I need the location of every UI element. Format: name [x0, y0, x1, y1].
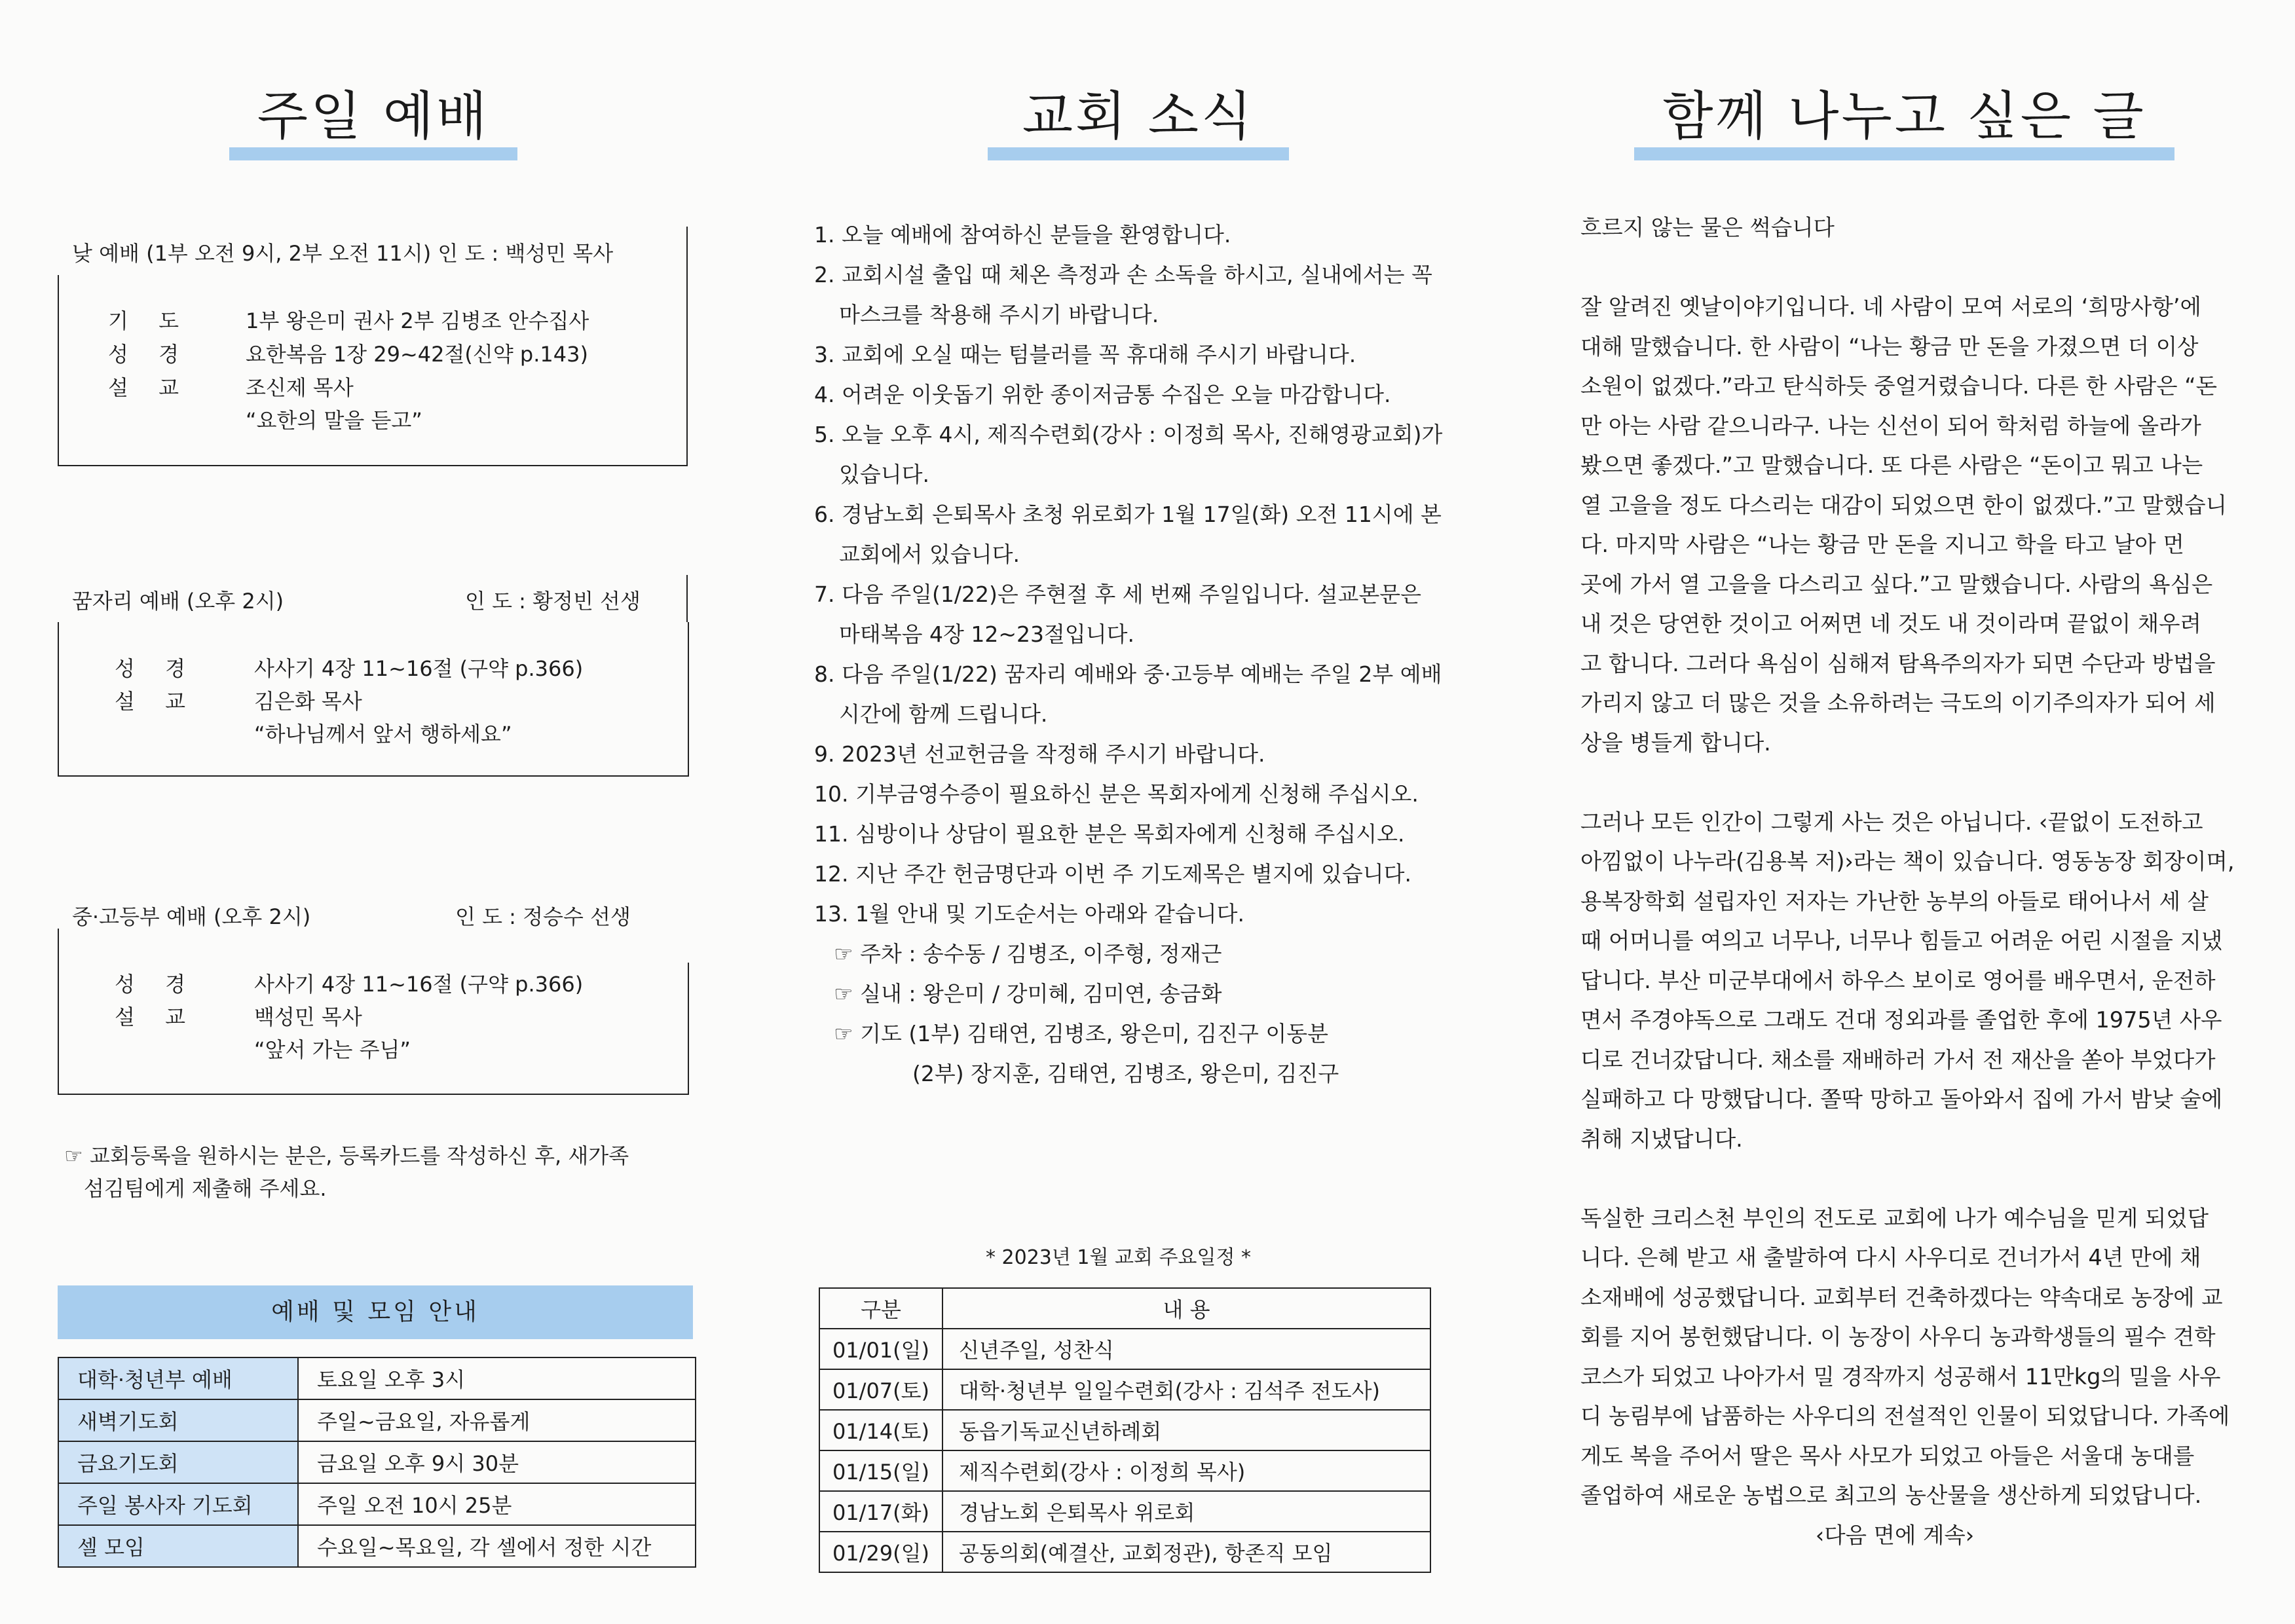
list-item: 1. 오늘 예배에 참여하신 분들을 환영합니다.: [814, 222, 1231, 248]
kids-service-row-sermon: [115, 685, 197, 715]
paragraph-line: 실패하고 다 망했답니다. 쫄딱 망하고 돌아와서 집에 가서 밤낮 술에: [1580, 1086, 2223, 1112]
schedule-date: 01/29(일): [819, 1532, 942, 1572]
list-item: 13. 1월 안내 및 기도순서는 아래와 같습니다.: [814, 901, 1244, 927]
youth-service-row-bible: [115, 968, 197, 998]
youth-service-sermon-title: “앞서 가는 주님”: [254, 1037, 411, 1062]
table-row: [58, 1357, 696, 1399]
worship-heading-underline: [229, 147, 517, 160]
list-item: 8. 다음 주일(1/22) 꿈자리 예배와 중·고등부 예배는 주일 2부 예배: [814, 661, 1442, 687]
list-item: 마태복음 4장 12~23절입니다.: [839, 621, 1134, 647]
schedule-content: 제직수련회(강사 : 이정희 목사): [942, 1450, 1430, 1491]
meeting-name: 대학·청년부 예배: [58, 1357, 298, 1399]
list-item: 시간에 함께 드립니다.: [839, 701, 1048, 727]
row-label: 성 경: [115, 972, 197, 997]
meeting-time: 토요일 오후 3시: [298, 1357, 696, 1399]
row-label: 설 교: [115, 1005, 197, 1029]
day-service-row-bible: [108, 338, 191, 368]
row-label: 설 교: [115, 689, 197, 714]
register-note-line2: 섬김팀에게 제출해 주세요.: [84, 1176, 327, 1201]
meeting-name: 금요기도회: [58, 1441, 298, 1483]
row-label: 설 교: [108, 375, 191, 400]
list-item: 마스크를 착용해 주시기 바랍니다.: [839, 302, 1159, 327]
schedule-date: 01/14(토): [819, 1410, 942, 1450]
news-list: [814, 215, 1469, 1094]
kids-service-box-right-top: [686, 575, 688, 622]
meeting-time: 수요일~목요일, 각 셀에서 정한 시간: [298, 1525, 696, 1567]
schedule-content: 경남노회 은퇴목사 위로회: [942, 1491, 1430, 1532]
schedule-content: 대학·청년부 일일수련회(강사 : 김석주 전도사): [942, 1369, 1430, 1410]
day-service-row-prayer-value: 1부 왕은미 권사 2부 김병조 안수집사: [246, 308, 589, 333]
meetings-title: 예배 및 모임 안내: [58, 1285, 693, 1339]
list-item: 4. 어려운 이웃돕기 위한 종이저금통 수집은 오늘 마감합니다.: [814, 382, 1391, 407]
row-label: 성 경: [108, 342, 191, 367]
youth-service-box-left-top: [58, 929, 59, 963]
paragraph-line: 곳에 가서 열 고을을 다스리고 싶다.”고 말했습니다. 사람의 욕심은: [1580, 571, 2213, 597]
paragraph-line: 때 어머니를 여의고 너무나, 너무나 힘들고 어려운 어린 시절을 지냈: [1580, 928, 2223, 953]
paragraph-line: 가리지 않고 더 많은 것을 소유하려는 극도의 이기주의자가 되어 세: [1580, 690, 2216, 716]
paragraph-line: 회를 지어 봉헌했답니다. 이 농장이 사우디 농과학생들의 필수 견학: [1580, 1324, 2216, 1350]
sharing-heading: 함께 나누고 싶은 글: [1662, 86, 2146, 147]
article-subtitle: 흐르지 않는 물은 썩습니다: [1580, 215, 1835, 240]
list-item: 3. 교회에 오실 때는 텀블러를 꼭 휴대해 주시기 바랍니다.: [814, 342, 1356, 367]
paragraph-line: 내 것은 당연한 것이고 어쩌면 네 것도 내 것이라며 끝없이 채우려: [1580, 611, 2201, 637]
paragraph-line: 잘 알려진 옛날이야기입니다. 네 사람이 모여 서로의 ‘희망사항’에: [1580, 294, 2201, 320]
kids-service-title: 꿈자리 예배 (오후 2시): [72, 589, 284, 614]
paragraph-line: 만 아는 사람 같으니라구. 나는 신선이 되어 학처럼 하늘에 올라가: [1580, 413, 2201, 439]
schedule-content: 동읍기독교신년하례회: [942, 1410, 1430, 1450]
paragraph-line: 대해 말했습니다. 한 사람이 “나는 황금 만 돈을 가졌으면 더 이상: [1580, 333, 2199, 360]
youth-service-row-sermon: [115, 1001, 197, 1031]
col-header-date: 구분: [819, 1288, 942, 1329]
day-service-sermon-title: “요한의 말을 듣고”: [246, 408, 422, 433]
youth-service-title: 중·고등부 예배 (오후 2시): [72, 904, 311, 929]
paragraph-line: 용복장학회 설립자인 저자는 가난한 농부의 아들로 태어나서 세 살: [1580, 888, 2209, 914]
list-item: 5. 오늘 오후 4시, 제직수련회(강사 : 이정희 목사, 진해영광교회)가: [814, 422, 1443, 447]
paragraph-line: 답니다. 부산 미군부대에서 하우스 보이로 영어를 배우면서, 운전하: [1580, 967, 2216, 993]
table-row: [819, 1329, 1430, 1369]
youth-service-row-sermon-value: 백성민 목사: [254, 1005, 362, 1029]
list-item: (2부) 장지훈, 김태연, 김병조, 왕은미, 김진구: [912, 1061, 1339, 1086]
paragraph-line: 상을 병들게 합니다.: [1580, 729, 1771, 756]
table-header-row: [819, 1288, 1430, 1329]
list-item: ☞ 주차 : 송수동 / 김병조, 이주형, 정재근: [834, 941, 1222, 967]
continued-note: ‹다음 면에 계속›: [1815, 1522, 1975, 1548]
day-service-row-sermon: [108, 371, 191, 401]
schedule-title: * 2023년 1월 교회 주요일정 *: [986, 1246, 1251, 1269]
kids-service-leader: 인 도 : 황정빈 선생: [465, 589, 641, 614]
table-row: [58, 1441, 696, 1483]
paragraph-line: 니다. 은혜 받고 새 출발하여 다시 사우디로 건너가서 4년 만에 채: [1580, 1245, 2201, 1270]
meetings-table: [58, 1357, 696, 1568]
kids-service-row-bible: [115, 652, 197, 682]
list-item: 11. 심방이나 상담이 필요한 분은 목회자에게 신청해 주십시오.: [814, 821, 1405, 847]
table-row: [819, 1532, 1430, 1572]
paragraph-line: 독실한 크리스천 부인의 전도로 교회에 나가 예수님을 믿게 되었답: [1580, 1205, 2209, 1231]
table-row: [58, 1399, 696, 1441]
list-item: 교회에서 있습니다.: [839, 542, 1020, 567]
table-row: [819, 1450, 1430, 1491]
list-item: 6. 경남노회 은퇴목사 초청 위로회가 1월 17일(화) 오전 11시에 본: [814, 502, 1442, 527]
day-service-row-sermon-value: 조신제 목사: [246, 375, 354, 400]
paragraph-line: 졸업하여 새로운 농법으로 최고의 농산물을 생산하게 되었답니다.: [1580, 1483, 2202, 1508]
schedule-date: 01/07(토): [819, 1369, 942, 1410]
kids-service-row-bible-value: 사사기 4장 11~16절 (구약 p.366): [254, 656, 584, 681]
sharing-article: [1580, 208, 2235, 1555]
paragraph-line: 면서 주경야독으로 그래도 건대 정외과를 졸업한 후에 1975년 사우: [1580, 1007, 2222, 1033]
paragraph-line: 그러나 모든 인간이 그렇게 사는 것은 아닙니다. ‹끝없이 도전하고: [1580, 809, 2203, 835]
paragraph-line: 게도 복을 주어서 딸은 목사 사모가 되었고 아들은 서울대 농대를: [1580, 1443, 2195, 1469]
schedule-table: [819, 1287, 1431, 1573]
youth-service-leader: 인 도 : 정승수 선생: [455, 904, 631, 929]
kids-service-row-sermon-value: 김은화 목사: [254, 689, 362, 714]
schedule-date: 01/17(화): [819, 1491, 942, 1532]
news-heading: 교회 소식: [1022, 86, 1255, 147]
paragraph-line: 열 고을을 정도 다스리는 대감이 되었으면 한이 없겠다.”고 말했습니: [1580, 492, 2227, 518]
schedule-content: 신년주일, 성찬식: [942, 1329, 1430, 1369]
row-label: 성 경: [115, 656, 197, 681]
paragraph-line: 봤으면 좋겠다.”고 말했습니다. 또 다른 사람은 “돈이고 뭐고 나는: [1580, 452, 2203, 478]
table-row: [58, 1483, 696, 1525]
paragraph-line: 소원이 없겠다.”라고 탄식하듯 중얼거렸습니다. 다른 한 사람은 “돈: [1580, 373, 2217, 399]
meeting-time: 금요일 오후 9시 30분: [298, 1441, 696, 1483]
col-header-content: 내 용: [942, 1288, 1430, 1329]
list-item: 있습니다.: [839, 462, 930, 487]
paragraph-line: 코스가 되었고 나아가서 밀 경작까지 성공해서 11만kg의 밀을 사우: [1580, 1363, 2221, 1390]
register-note-line1: ☞ 교회등록을 원하시는 분은, 등록카드를 작성하신 후, 새가족: [64, 1143, 629, 1168]
paragraph-line: 아낌없이 나누라(김용복 저)›라는 책이 있습니다. 영동농장 회장이며,: [1580, 849, 2235, 874]
list-item: 10. 기부금영수증이 필요하신 분은 목회자에게 신청해 주십시오.: [814, 781, 1419, 807]
paragraph-line: 소재배에 성공했답니다. 교회부터 건축하겠다는 약속대로 농장에 교: [1580, 1284, 2223, 1310]
meeting-time: 주일 오전 10시 25분: [298, 1483, 696, 1525]
list-item: ☞ 실내 : 왕은미 / 강미혜, 김미연, 송금화: [834, 981, 1222, 1006]
news-heading-underline: [988, 147, 1289, 160]
schedule-content: 공동의회(예결산, 교회정관), 항존직 모임: [942, 1532, 1430, 1572]
meeting-name: 새벽기도회: [58, 1399, 298, 1441]
paragraph-line: 다. 마지막 사람은 “나는 황금 만 돈을 지니고 학을 타고 날아 먼: [1580, 532, 2184, 557]
day-service-row-prayer: [108, 304, 191, 335]
meeting-name: 주일 봉사자 기도회: [58, 1483, 298, 1525]
list-item: 12. 지난 주간 헌금명단과 이번 주 기도제목은 별지에 있습니다.: [814, 861, 1411, 887]
schedule-date: 01/15(일): [819, 1450, 942, 1491]
meeting-name: 셀 모임: [58, 1525, 298, 1567]
table-row: [819, 1410, 1430, 1450]
table-row: [819, 1491, 1430, 1532]
list-item: 2. 교회시설 출입 때 체온 측정과 손 소독을 하시고, 실내에서는 꼭: [814, 262, 1432, 287]
paragraph-line: 고 합니다. 그러다 욕심이 심해져 탐욕주의자가 되면 수단과 방법을: [1580, 650, 2216, 676]
worship-heading: 주일 예배: [257, 86, 490, 147]
day-service-box-right: [686, 227, 688, 466]
schedule-date: 01/01(일): [819, 1329, 942, 1369]
list-item: 7. 다음 주일(1/22)은 주현절 후 세 번째 주일입니다. 설교본문은: [814, 581, 1422, 607]
sharing-heading-underline: [1634, 147, 2174, 160]
meeting-time: 주일~금요일, 자유롭게: [298, 1399, 696, 1441]
day-service-row-bible-value: 요한복음 1장 29~42절(신약 p.143): [246, 342, 588, 367]
table-row: [819, 1369, 1430, 1410]
paragraph-line: 디로 건너갔답니다. 채소를 재배하러 가서 전 재산을 쏟아 부었다가: [1580, 1046, 2216, 1073]
list-item: ☞ 기도 (1부) 김태연, 김병조, 왕은미, 김진구 이동분: [834, 1021, 1329, 1046]
kids-service-sermon-title: “하나님께서 앞서 행하세요”: [254, 722, 512, 747]
youth-service-row-bible-value: 사사기 4장 11~16절 (구약 p.366): [254, 972, 584, 997]
table-row: [58, 1525, 696, 1567]
list-item: 9. 2023년 선교헌금을 작정해 주시기 바랍니다.: [814, 741, 1265, 767]
day-service-box-left: [58, 275, 59, 465]
row-label: 기 도: [108, 308, 191, 333]
paragraph-line: 취해 지냈답니다.: [1580, 1126, 1743, 1152]
paragraph-line: 디 농림부에 납품하는 사우디의 전설적인 인물이 되었답니다. 가족에: [1580, 1403, 2230, 1429]
day-service-title: 낮 예배 (1부 오전 9시, 2부 오전 11시) 인 도 : 백성민 목사: [72, 241, 614, 266]
